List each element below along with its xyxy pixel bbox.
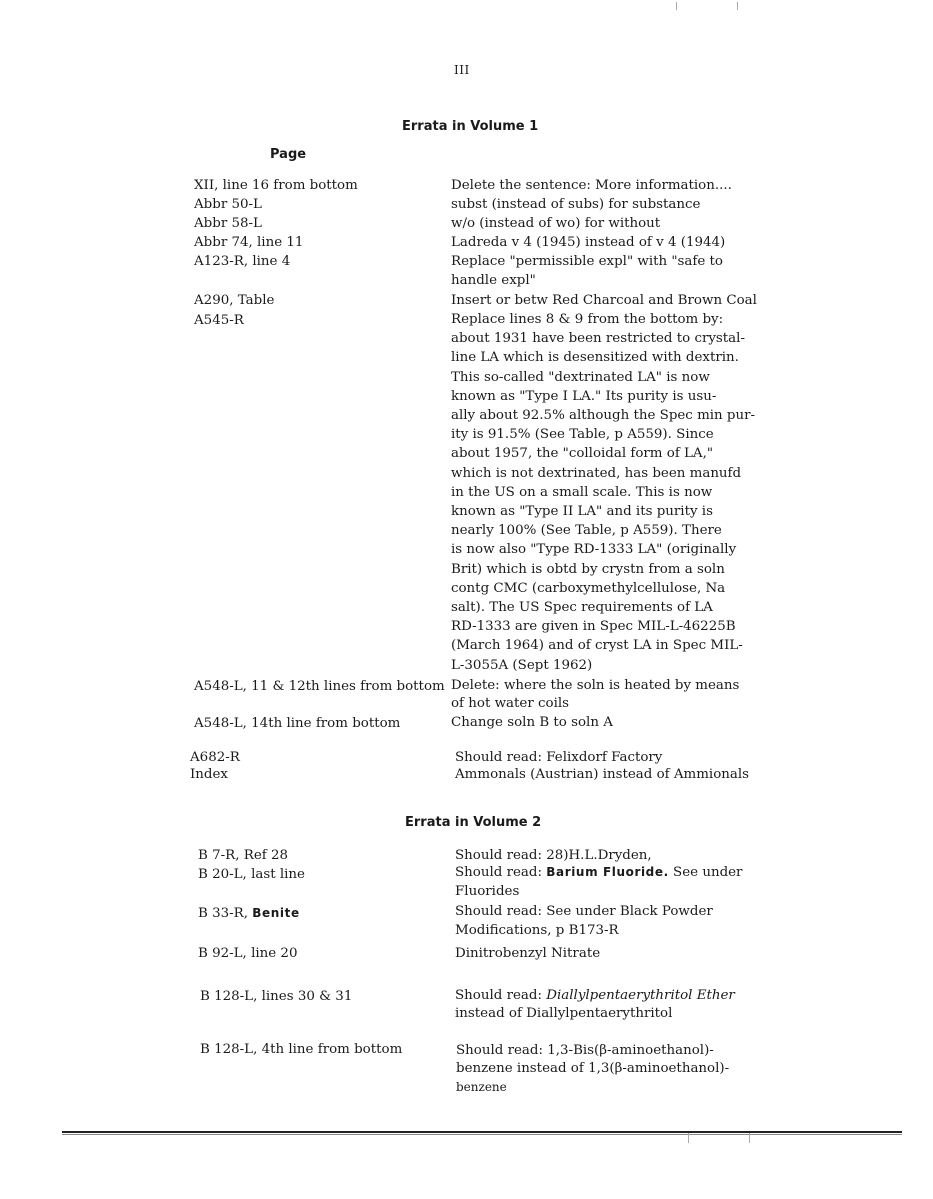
page-number: III: [454, 63, 470, 77]
erratum-ref: B 7-R, Ref 28: [198, 848, 288, 863]
correction-line: Brit) which is obtd by crystn from a soln: [451, 561, 725, 577]
erratum-correction: [455, 863, 742, 882]
erratum-ref: XII, line 16 from bottom: [194, 178, 358, 193]
erratum-ref: Abbr 74, line 11: [194, 235, 304, 250]
erratum-correction: Should read: 28)H.L.Dryden,: [455, 848, 652, 863]
erratum-correction: handle expl": [451, 273, 536, 288]
top-scan-tick: [737, 2, 738, 10]
page-column-label: Page: [270, 147, 307, 162]
erratum-ref: A123-R, line 4: [194, 254, 291, 269]
erratum-ref: Abbr 50-L: [194, 197, 262, 212]
top-scan-tick: [676, 2, 677, 10]
correction-bold-term: Barium Fluoride.: [546, 865, 669, 879]
erratum-correction: benzene instead of 1,3(β-aminoethanol)-: [456, 1061, 730, 1076]
erratum-correction: Ladreda v 4 (1945) instead of v 4 (1944): [451, 235, 726, 250]
erratum-correction: Should read: Felixdorf Factory: [455, 750, 663, 765]
correction-line: This so-called "dextrinated LA" is now: [451, 369, 710, 385]
erratum-ref: A548-L, 11 & 12th lines from bottom: [194, 679, 445, 694]
correction-line: ity is 91.5% (See Table, p A559). Since: [451, 427, 714, 443]
erratum-ref: A682-R: [190, 750, 240, 765]
correction-line: RD-1333 are given in Spec MIL-L-46225B: [451, 619, 736, 635]
correction-italic-term: Diallylpentaerythritol Ether: [546, 988, 735, 1003]
correction-prefix: Should read:: [455, 865, 547, 880]
erratum-correction: Delete: where the soln is heated by means: [451, 678, 740, 693]
erratum-ref: Index: [190, 767, 228, 782]
correction-suffix: See under: [668, 865, 743, 880]
correction-line: contg CMC (carboxymethylcellulose, Na: [451, 580, 726, 596]
erratum-correction: instead of Diallylpentaerythritol: [455, 1006, 673, 1021]
erratum-correction: Ammonals (Austrian) instead of Ammionals: [455, 767, 750, 782]
erratum-correction-block: [451, 310, 755, 675]
correction-line: Replace lines 8 & 9 from the bottom by:: [451, 312, 724, 327]
erratum-correction: w/o (instead of wo) for without: [451, 216, 661, 231]
correction-line: known as "Type I LA." Its purity is usu-: [451, 388, 717, 404]
correction-line: (March 1964) and of cryst LA in Spec MIL-: [451, 638, 743, 654]
volume2-heading: Errata in Volume 2: [405, 815, 542, 830]
correction-prefix: Should read:: [455, 988, 547, 1003]
correction-line: L-3055A (Sept 1962): [451, 657, 593, 673]
erratum-ref: B 128-L, 4th line from bottom: [200, 1042, 403, 1057]
correction-line: about 1957, the "colloidal form of LA,": [451, 446, 714, 462]
correction-line: salt). The US Spec requirements of LA: [451, 600, 713, 616]
erratum-ref: B 20-L, last line: [198, 867, 305, 882]
footer-rule: [62, 1131, 902, 1133]
correction-line: nearly 100% (See Table, p A559). There: [451, 523, 722, 539]
correction-line: line LA which is desensitized with dextrin.: [451, 350, 739, 366]
erratum-correction: Insert or betw Red Charcoal and Brown Coal: [451, 293, 757, 308]
correction-line: which is not dextrinated, has been manufd: [451, 465, 742, 481]
bottom-scan-tick: [688, 1133, 689, 1143]
erratum-ref: A545-R: [194, 313, 244, 328]
erratum-ref: A290, Table: [194, 293, 275, 308]
erratum-correction: Should read: See under Black Powder: [455, 904, 713, 919]
ref-bold-term: Benite: [252, 906, 300, 920]
erratum-correction: Dinitrobenzyl Nitrate: [455, 946, 601, 961]
correction-line: known as "Type II LA" and its purity is: [451, 504, 713, 520]
erratum-correction: [455, 986, 735, 1005]
erratum-ref: Abbr 58-L: [194, 216, 262, 231]
correction-line: about 1931 have been restricted to crystal-: [451, 331, 745, 347]
correction-line: is now also "Type RD-1333 LA" (originally: [451, 542, 737, 558]
erratum-correction: Replace "permissible expl" with "safe to: [451, 254, 723, 269]
correction-line: ally about 92.5% although the Spec min pur-: [451, 408, 756, 424]
erratum-correction: of hot water coils: [451, 696, 570, 711]
erratum-correction: Modifications, p B173-R: [455, 923, 619, 938]
erratum-correction: Fluorides: [455, 884, 520, 899]
erratum-ref: B 128-L, lines 30 & 31: [200, 989, 353, 1004]
erratum-ref: [198, 904, 300, 923]
ref-prefix: B 33-R,: [198, 906, 253, 921]
erratum-ref: A548-L, 14th line from bottom: [194, 716, 401, 731]
erratum-correction: Change soln B to soln A: [451, 715, 613, 730]
erratum-correction: subst (instead of subs) for substance: [451, 197, 701, 212]
erratum-ref: B 92-L, line 20: [198, 946, 298, 961]
erratum-correction: Delete the sentence: More information....: [451, 178, 732, 193]
erratum-correction: Should read: 1,3-Bis(β-aminoethanol)-: [456, 1043, 714, 1058]
erratum-correction: benzene: [456, 1080, 507, 1094]
volume1-heading: Errata in Volume 1: [402, 119, 539, 134]
bottom-scan-tick: [749, 1133, 750, 1143]
footer-rule-thin: [62, 1134, 902, 1135]
correction-line: in the US on a small scale. This is now: [451, 484, 713, 500]
